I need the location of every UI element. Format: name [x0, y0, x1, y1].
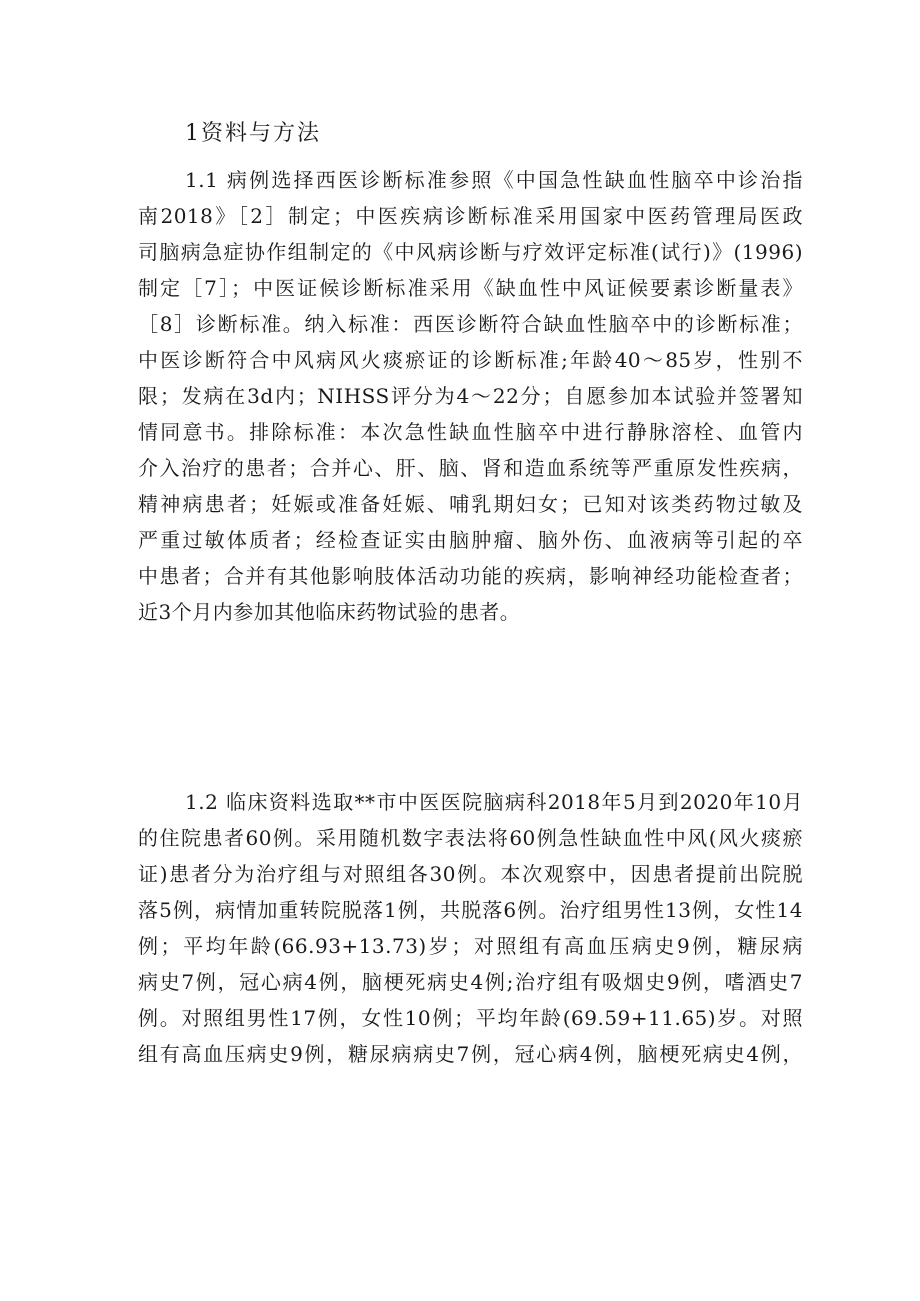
- paragraph-1-1: [138, 162, 803, 630]
- paragraph-line: 1.2 临床资料选取**市中医医院脑病科2018年5月到2020年10月: [185, 790, 803, 814]
- paragraph-line: 近3个月内参加其他临床药物试验的患者。: [138, 600, 521, 624]
- paragraph-line: 司脑病急症协作组制定的《中风病诊断与疗效评定标准(试行)》(1996): [138, 240, 803, 264]
- paragraph-line: 病史7例，冠心病4例，脑梗死病史4例;治疗组有吸烟史9例，嗜酒史7: [138, 970, 803, 994]
- paragraph-line: 中医诊断符合中风病风火痰瘀证的诊断标准;年龄40～85岁，性别不: [138, 348, 803, 372]
- paragraph-1-2: [138, 784, 803, 1072]
- paragraph-line: 限；发病在3d内；NIHSS评分为4～22分；自愿参加本试验并签署知: [138, 384, 803, 408]
- paragraph-line: ［8］诊断标准。纳入标准：西医诊断符合缺血性脑卒中的诊断标准；: [138, 312, 803, 336]
- paragraph-line: 例；平均年龄(66.93+13.73)岁；对照组有高血压病史9例，糖尿病: [138, 934, 803, 958]
- paragraph-line: 组有高血压病史9例，糖尿病病史7例，冠心病4例，脑梗死病史4例，: [138, 1042, 803, 1066]
- section-heading: 1资料与方法: [185, 121, 321, 146]
- paragraph-line: 精神病患者；妊娠或准备妊娠、哺乳期妇女；已知对该类药物过敏及: [138, 492, 803, 516]
- paragraph-line: 情同意书。排除标准：本次急性缺血性脑卒中进行静脉溶栓、血管内: [138, 420, 803, 444]
- paragraph-line: 介入治疗的患者；合并心、肝、脑、肾和造血系统等严重原发性疾病，: [138, 456, 803, 480]
- paragraph-line: 证)患者分为治疗组与对照组各30例。本次观察中，因患者提前出院脱: [138, 862, 803, 886]
- paragraph-line: 落5例，病情加重转院脱落1例，共脱落6例。治疗组男性13例，女性14: [138, 898, 803, 922]
- paragraph-line: 严重过敏体质者；经检查证实由脑肿瘤、脑外伤、血液病等引起的卒: [138, 528, 803, 552]
- paragraph-line: 的住院患者60例。采用随机数字表法将60例急性缺血性中风(风火痰瘀: [138, 826, 803, 850]
- paragraph-line: 例。对照组男性17例，女性10例；平均年龄(69.59+11.65)岁。对照: [138, 1006, 803, 1030]
- paragraph-line: 制定［7］；中医证候诊断标准采用《缺血性中风证候要素诊断量表》: [138, 276, 803, 300]
- paragraph-line: 1.1 病例选择西医诊断标准参照《中国急性缺血性脑卒中诊治指: [185, 168, 803, 192]
- paragraph-line: 南2018》［2］制定；中医疾病诊断标准采用国家中医药管理局医政: [138, 204, 803, 228]
- paragraph-line: 中患者；合并有其他影响肢体活动功能的疾病，影响神经功能检查者；: [138, 564, 803, 588]
